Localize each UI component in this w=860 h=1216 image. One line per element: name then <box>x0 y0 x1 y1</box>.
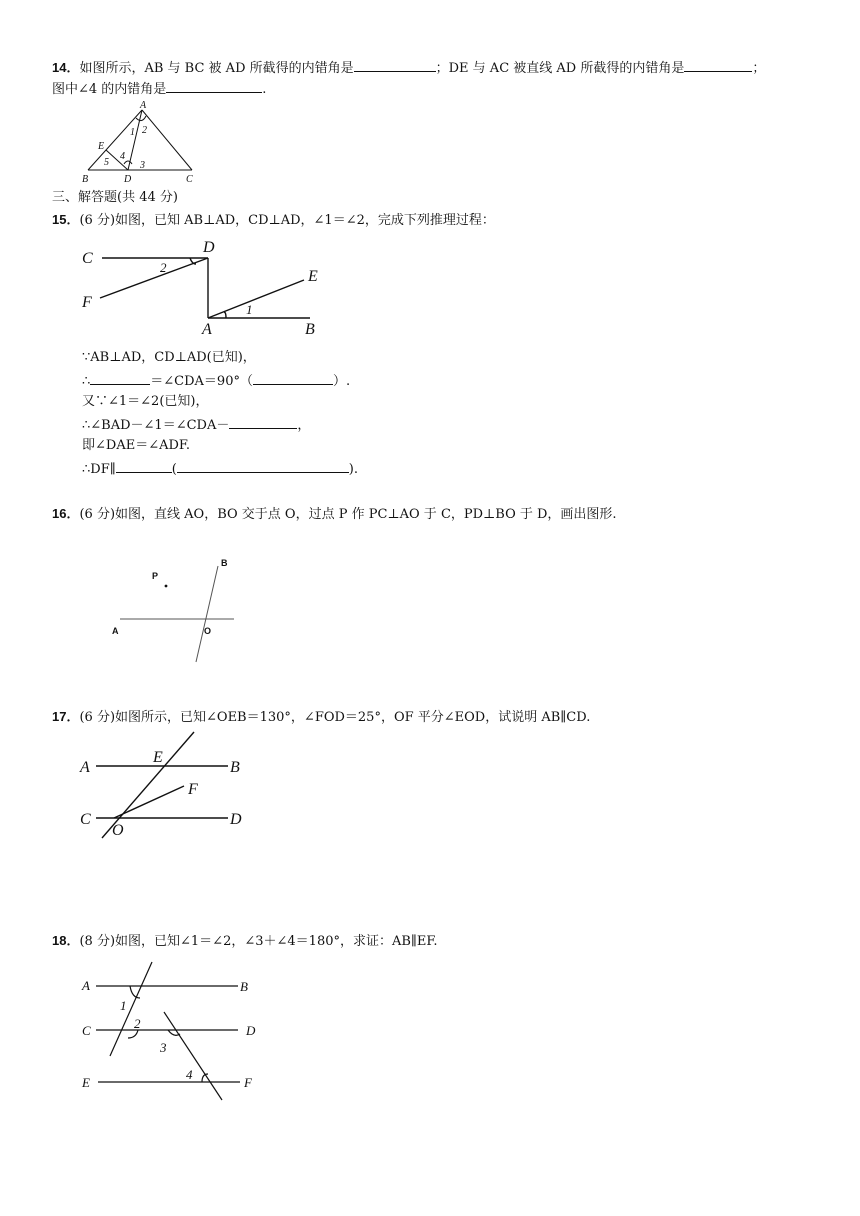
q18-label-angle-3: 3 <box>160 1040 167 1055</box>
q18-label-angle-2: 2 <box>134 1016 141 1031</box>
q18-angle-arc-2 <box>128 1030 138 1038</box>
q14-label-e: E <box>98 141 105 152</box>
q16-figure <box>108 556 248 666</box>
q18-text: (8 分)如图，已知∠1＝∠2，∠3＋∠4＝180°，求证：AB∥EF. <box>79 934 438 949</box>
q15-label-a: A <box>202 321 212 338</box>
q15-step-6-open: ( <box>171 462 177 477</box>
q18-label-d: D <box>246 1023 256 1038</box>
q15-prompt <box>52 211 495 230</box>
q16-line-bo <box>196 566 218 662</box>
q14-angle-arc-d <box>124 161 132 164</box>
q14-blank-1[interactable] <box>354 58 436 72</box>
q15-step-1: ∵AB⊥AD，CD⊥AD(已知)， <box>82 350 256 365</box>
q16-label-o: O <box>204 626 212 636</box>
q15-text: (6 分)如图，已知 AB⊥AD，CD⊥AD，∠1＝∠2，完成下列推理过程： <box>79 213 495 228</box>
q15-step-6-end: ). <box>348 462 359 477</box>
q18-label-a: A <box>82 978 90 993</box>
q18-label-e: E <box>82 1075 90 1090</box>
q18-label-angle-1: 1 <box>120 998 127 1013</box>
q18-transversal-2 <box>164 1012 222 1100</box>
q15-blank-1[interactable] <box>90 371 150 385</box>
q14-text-4: 图中∠4 的内错角是 <box>52 82 167 97</box>
q17-label-d: D <box>230 811 242 828</box>
q17-prompt <box>52 708 590 727</box>
q15-label-d: D <box>203 239 215 256</box>
q15-label-c: C <box>82 250 93 267</box>
q18-number: 18． <box>52 933 80 948</box>
q14-label-angle-1: 1 <box>130 127 135 138</box>
q14-line-1 <box>52 58 765 78</box>
q15-label-f: F <box>82 294 92 311</box>
q17-ray-of <box>114 786 184 818</box>
q14-triangle-figure <box>80 98 200 186</box>
q15-label-b: B <box>305 321 315 338</box>
q17-number: 17． <box>52 709 80 724</box>
q14-segment-ba <box>88 110 142 170</box>
q15-line-df <box>100 258 208 298</box>
q15-step-3: 又∵∠1＝∠2(已知)， <box>82 394 209 409</box>
q15-step-2-mid: ＝∠CDA＝90°（ <box>150 374 253 389</box>
q16-label-p: P <box>152 571 159 581</box>
q15-step-6-prefix: ∴DF∥ <box>82 462 116 477</box>
q15-step-4-prefix: ∴∠BAD－∠1＝∠CDA－ <box>82 418 230 433</box>
q15-number: 15． <box>52 212 80 227</box>
q15-blank-4[interactable] <box>116 459 172 473</box>
q14-label-angle-2: 2 <box>142 125 147 136</box>
q14-text-5: . <box>262 82 267 97</box>
q14-label-angle-3: 3 <box>140 160 145 171</box>
q14-text-2: ；DE 与 AC 被直线 AD 所截得的内错角是 <box>435 61 685 76</box>
q18-prompt <box>52 932 438 951</box>
q17-label-e: E <box>153 749 163 766</box>
q14-label-d: D <box>124 174 132 185</box>
q15-step-2 <box>82 371 350 391</box>
q14-line-2 <box>52 79 266 99</box>
q15-step-5: 即∠DAE＝∠ADF. <box>82 438 191 453</box>
q17-figure <box>78 728 258 840</box>
q15-blank-3[interactable] <box>229 415 297 429</box>
q17-label-c: C <box>80 811 91 828</box>
q15-label-e: E <box>308 268 318 285</box>
q17-text: (6 分)如图所示，已知∠OEB＝130°，∠FOD＝25°，OF 平分∠EOD，试说明 AB∥CD. <box>79 710 591 725</box>
q18-label-c: C <box>82 1023 91 1038</box>
q14-segment-ac <box>142 110 192 170</box>
q16-number: 16． <box>52 506 80 521</box>
q14-angle-arc-top <box>136 116 146 121</box>
q14-text-1: 如图所示，AB 与 BC 被 AD 所截得的内错角是 <box>79 61 354 76</box>
q16-point-p <box>165 585 168 588</box>
q16-prompt <box>52 505 617 524</box>
q15-step-2-end: ）. <box>332 374 351 389</box>
q14-label-angle-4: 4 <box>120 151 125 162</box>
q17-label-b: B <box>230 759 240 776</box>
q18-figure <box>80 958 270 1104</box>
q14-label-a: A <box>140 100 147 111</box>
q15-label-angle-2: 2 <box>160 260 167 275</box>
q17-label-o: O <box>112 822 124 839</box>
q17-label-a: A <box>80 759 90 776</box>
q14-label-c: C <box>186 174 193 185</box>
q18-label-b: B <box>240 979 248 994</box>
q15-step-2-prefix: ∴ <box>82 374 91 389</box>
q18-label-angle-4: 4 <box>186 1067 193 1082</box>
q14-label-angle-5: 5 <box>104 157 109 168</box>
q16-label-a: A <box>112 626 119 636</box>
q14-label-b: B <box>82 174 89 185</box>
q15-step-6 <box>82 459 358 479</box>
section-title: 三、解答题(共 44 分) <box>52 190 178 205</box>
q15-step-4-end: ， <box>297 418 311 433</box>
q15-label-angle-1: 1 <box>246 302 253 317</box>
q18-label-f: F <box>244 1075 252 1090</box>
q14-text-3: ； <box>752 61 766 76</box>
q18-transversal-1 <box>110 962 152 1056</box>
q16-label-b: B <box>221 558 228 568</box>
q15-angle-arc-1 <box>224 312 226 318</box>
q15-step-4 <box>82 415 310 435</box>
q17-label-f: F <box>188 781 198 798</box>
q15-line-ae <box>208 280 304 318</box>
q15-blank-2[interactable] <box>253 371 333 385</box>
q14-number: 14． <box>52 60 80 75</box>
q14-blank-3[interactable] <box>166 79 262 93</box>
q15-figure <box>78 236 338 340</box>
q14-blank-2[interactable] <box>684 58 752 72</box>
q16-text: (6 分)如图，直线 AO，BO 交于点 O，过点 P 作 PC⊥AO 于 C，PD⊥BO 于 D，画出图形. <box>79 507 617 522</box>
q15-blank-5[interactable] <box>177 459 349 473</box>
